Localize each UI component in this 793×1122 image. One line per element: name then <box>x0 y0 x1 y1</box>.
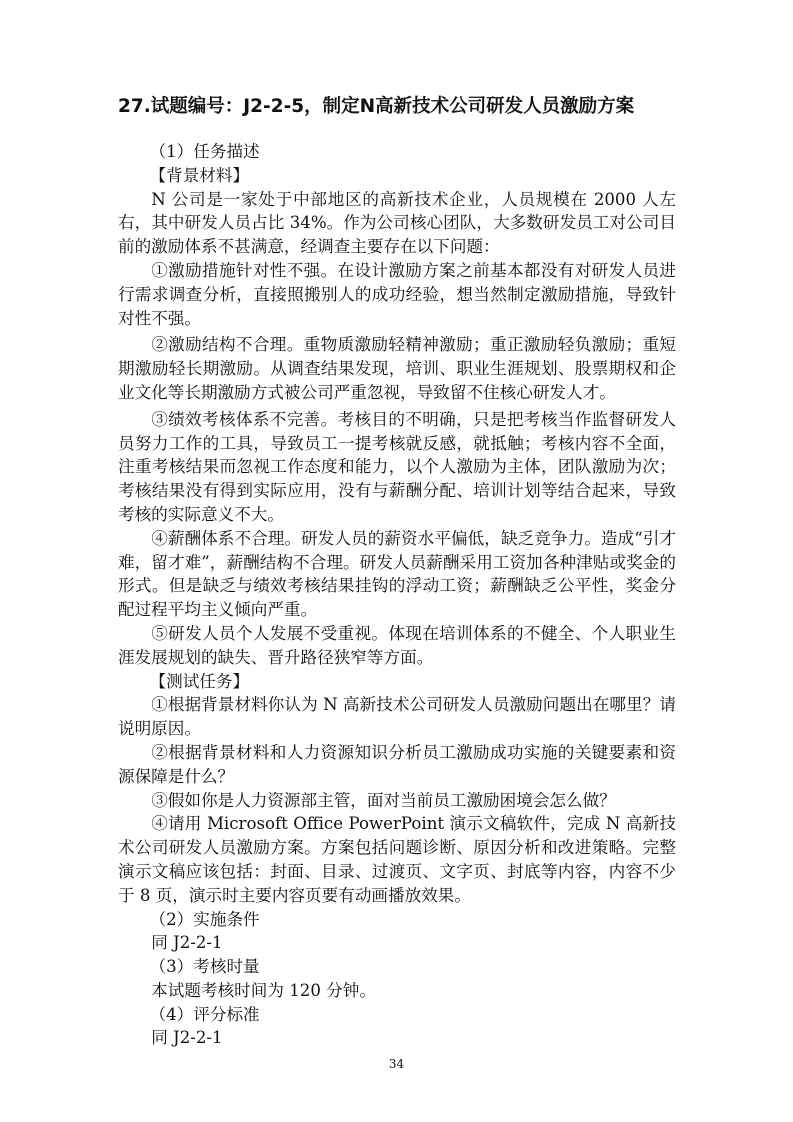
page-number: 34 <box>388 1057 405 1071</box>
background-heading: 【背景材料】 <box>149 165 250 185</box>
problem-paragraph: ②激励结构不合理。重物质激励轻精神激励；重正激励轻负激励；重短期激励轻长期激励。从调查结果发现，培训、职业生涯规划、股票期权和企业文化等长期激励方式被公司严重忽视，导致留不住核心研发人才。 <box>118 335 676 402</box>
page-content <box>118 140 676 1050</box>
problem-paragraph: ④薪酬体系不合理。研发人员的薪资水平偏低，缺乏竞争力。造成“引才难，留才难”，薪酬结构不合理。研发人员薪酬采用工资加各种津贴或奖金的形式。但是缺乏与绩效考核结果挂钩的浮动工资；薪酬缺乏公平性，奖金分配过程平均主义倾向严重。 <box>118 528 676 620</box>
test-task-heading: 【测试任务】 <box>149 671 250 691</box>
background-intro-paragraph: N 公司是一家处于中部地区的高新技术企业，人员规模在 2000 人左右，其中研发人员占比 34%。作为公司核心团队，大多数研发员工对公司目前的激励体系不甚满意，经调查主要存在以下问题： <box>118 189 676 257</box>
section-heading-time: （3）考核时量 <box>149 957 260 977</box>
task-paragraph: ③假如你是人力资源部主管，面对当前员工激励困境会怎么做？ <box>151 790 616 810</box>
section-heading-task-description: （1）任务描述 <box>149 142 260 161</box>
section-text-scoring: 同 J2-2-1 <box>151 1028 223 1048</box>
section-text-conditions: 同 J2-2-1 <box>151 933 223 953</box>
task-paragraph: ①根据背景材料你认为 N 高新技术公司研发人员激励问题出在哪里？请说明原因。 <box>118 695 676 739</box>
page-title: 27.试题编号：J2-2-5，制定N高新技术公司研发人员激励方案 <box>118 96 635 117</box>
task-paragraph: ②根据背景材料和人力资源知识分析员工激励成功实施的关键要素和资源保障是什么？ <box>118 742 676 786</box>
problem-paragraph: ③绩效考核体系不完善。考核目的不明确，只是把考核当作监督研发人员努力工作的工具，导致员工一提考核就反感，就抵触；考核内容不全面，注重考核结果而忽视工作态度和能力，以个人激励为主体，团队激励为次；考核结果没有得到实际应用，没有与薪酬分配、培训计划等结合起来，导致考核的实际意义不大。 <box>118 409 676 524</box>
task-paragraph: ④请用 Microsoft Office PowerPoint 演示文稿软件，完成 N 高新技术公司研发人员激励方案。方案包括问题诊断、原因分析和改进策略。完整演示文稿应该包括：封面、目录、过渡页、文字页、封底等内容，内容不少于 8 页，演示时主要内容页要有动画播放效果。 <box>118 814 676 905</box>
section-text-time: 本试题考核时间为 120 分钟。 <box>151 980 376 1000</box>
section-heading-conditions: （2）实施条件 <box>149 909 260 929</box>
problem-paragraph: ⑤研发人员个人发展不受重视。体现在培训体系的不健全、个人职业生涯发展规划的缺失、晋升路径狭窄等方面。 <box>118 623 676 667</box>
section-heading-scoring: （4）评分标准 <box>149 1004 260 1024</box>
problem-paragraph: ①激励措施针对性不强。在设计激励方案之前基本都没有对研发人员进行需求调查分析，直接照搬别人的成功经验，想当然制定激励措施，导致针对性不强。 <box>118 260 676 328</box>
